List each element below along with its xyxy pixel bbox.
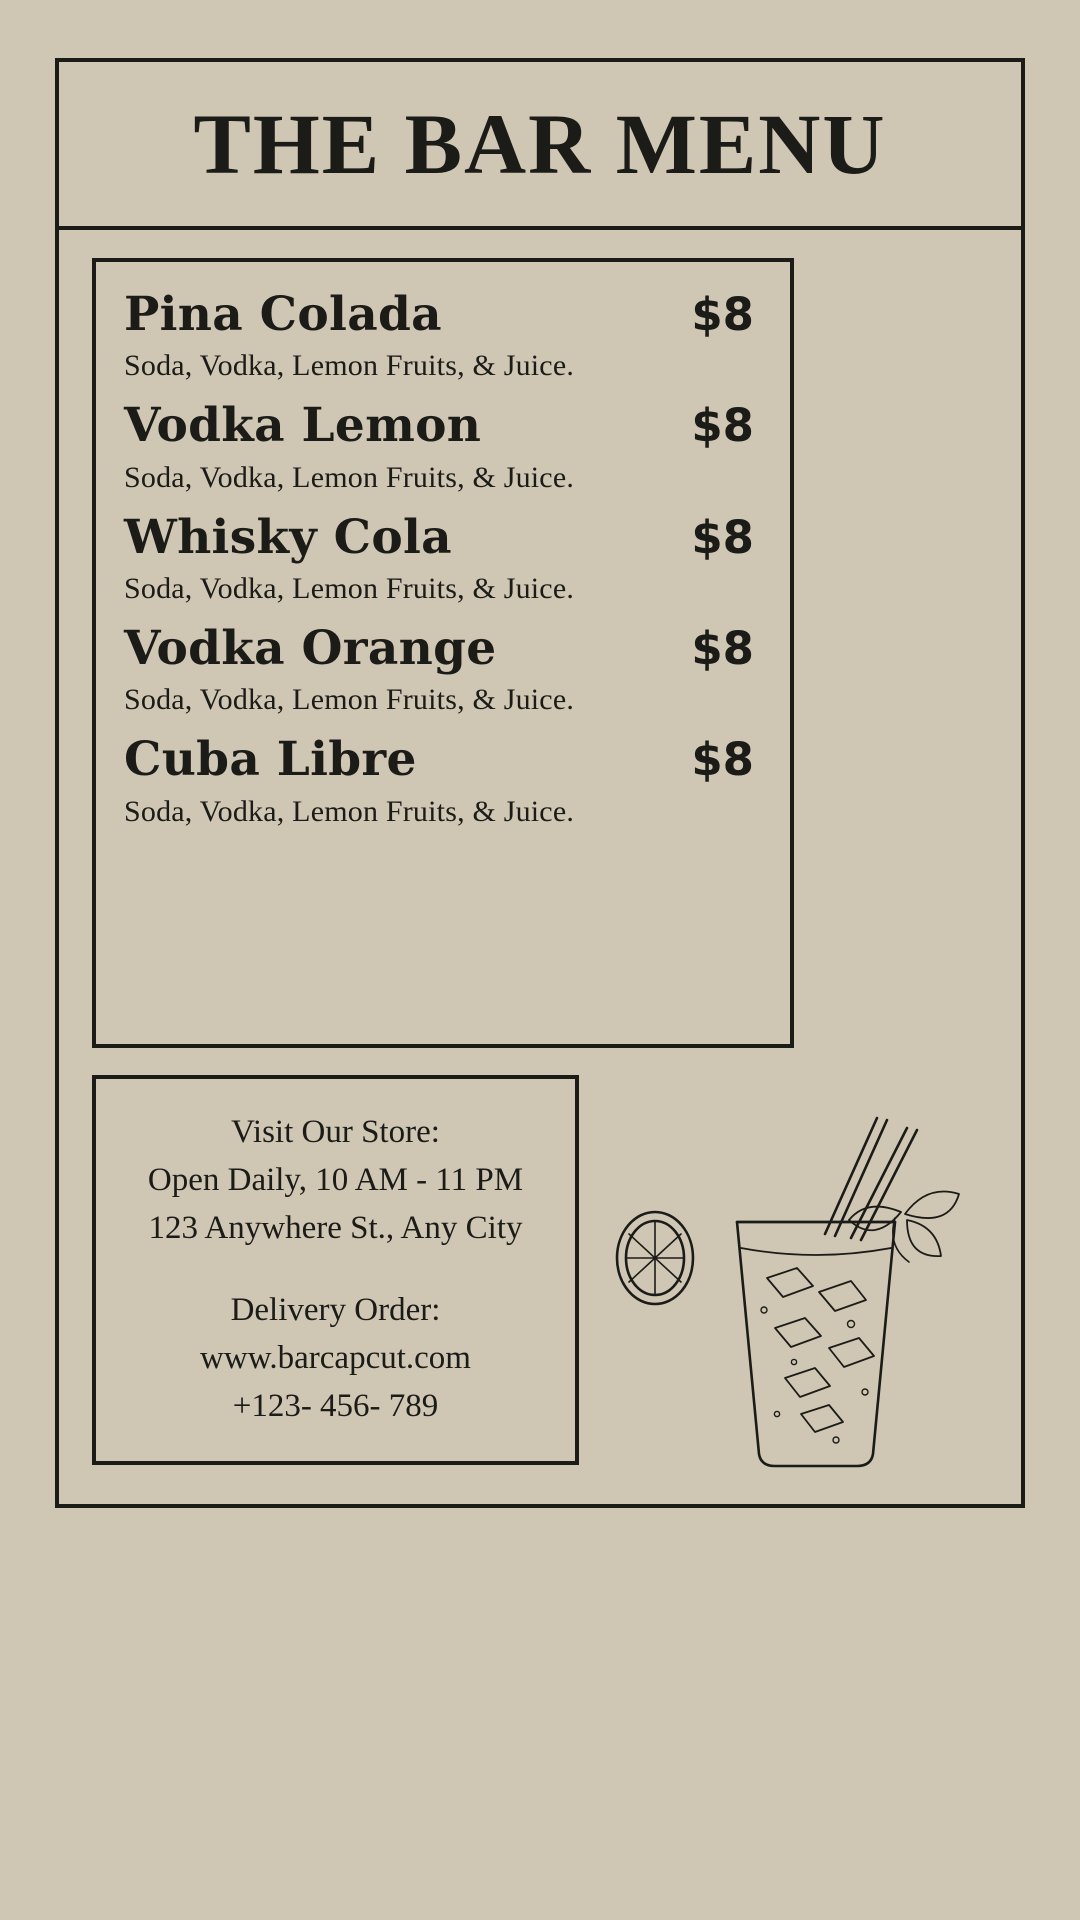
delivery-website[interactable]: www.barcapcut.com — [200, 1339, 471, 1376]
menu-item-description: Soda, Vodka, Lemon Fruits, & Juice. — [124, 794, 575, 828]
menu-item-description: Soda, Vodka, Lemon Fruits, & Juice. — [124, 572, 575, 606]
list-item — [124, 287, 762, 383]
menu-item-price: $8 — [691, 733, 754, 787]
cocktail-glass-illustration — [589, 1062, 1009, 1472]
menu-item-row — [124, 732, 762, 788]
store-info-box — [92, 1075, 579, 1465]
menu-item-description: Soda, Vodka, Lemon Fruits, & Juice. — [124, 683, 575, 717]
menu-item-description: Soda, Vodka, Lemon Fruits, & Juice. — [124, 349, 575, 383]
list-item — [124, 509, 762, 606]
menu-item-name: Pina Colada — [124, 287, 442, 342]
store-address: 123 Anywhere St., Any City — [148, 1210, 523, 1247]
menu-item-name: Cuba Libre — [124, 732, 417, 788]
list-item — [124, 732, 762, 828]
menu-list — [92, 258, 794, 1048]
store-hours: Open Daily, 10 AM - 11 PM — [147, 1162, 524, 1199]
menu-item-name: Vodka Lemon — [124, 398, 482, 454]
list-item — [124, 398, 762, 494]
menu-item-price: $8 — [691, 510, 754, 564]
menu-item-row — [124, 621, 762, 677]
header-band — [59, 62, 1021, 230]
menu-item-row — [124, 509, 762, 565]
menu-item-name: Vodka Orange — [124, 621, 497, 677]
menu-poster — [55, 58, 1025, 1508]
store-heading: Visit Our Store: — [231, 1114, 440, 1151]
delivery-phone[interactable]: +123- 456- 789 — [232, 1387, 439, 1424]
menu-item-description: Soda, Vodka, Lemon Fruits, & Juice. — [124, 460, 575, 494]
menu-item-price: $8 — [691, 399, 754, 453]
cocktail-glass-icon — [589, 1062, 1009, 1472]
page-title: THE BAR MENU — [193, 96, 887, 192]
menu-item-price: $8 — [691, 622, 754, 676]
delivery-heading: Delivery Order: — [230, 1292, 441, 1328]
menu-item-row — [124, 398, 762, 454]
menu-item-row — [124, 287, 762, 342]
menu-item-name: Whisky Cola — [124, 509, 452, 565]
menu-item-price: $8 — [691, 288, 754, 341]
list-item — [124, 621, 762, 717]
